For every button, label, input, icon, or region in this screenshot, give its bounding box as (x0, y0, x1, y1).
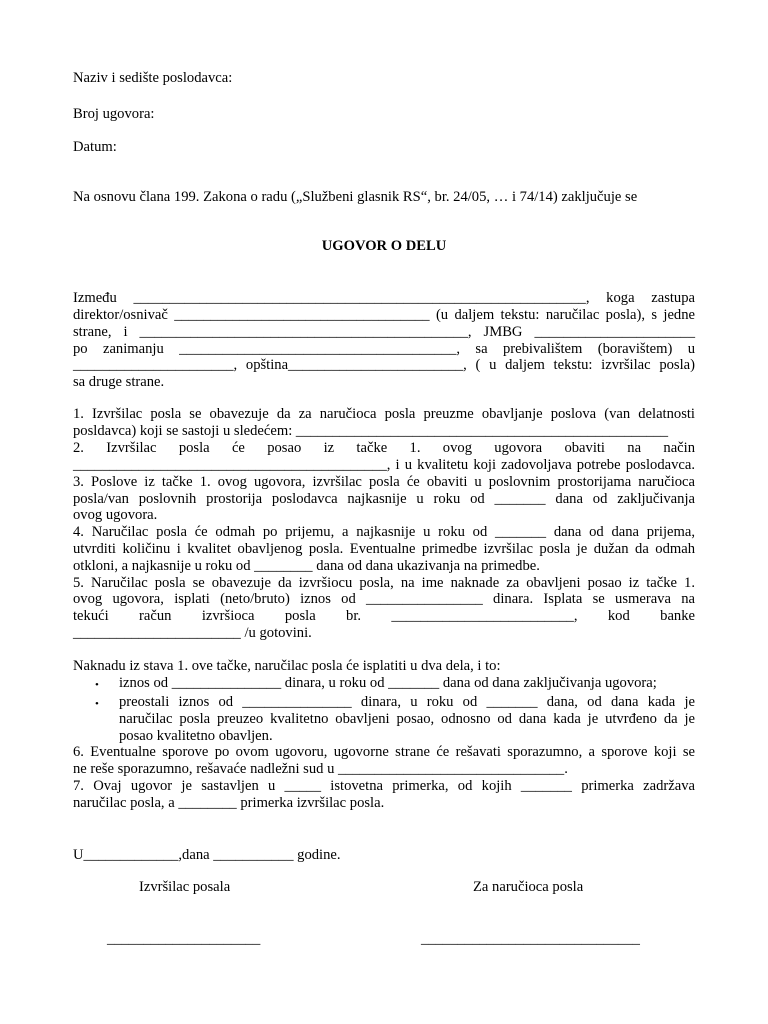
bullet-icon: • (95, 679, 99, 691)
clause-line: utvrditi količinu i kvalitet obavljenog posla. Eventualne primedbe izvršilac posla je dužan da odmah (73, 541, 695, 557)
clause-line: 3. Poslove iz tačke 1. ovog ugovora, izvršilac posla će obaviti u poslovnim prostorijama naručioca (73, 474, 695, 490)
clause-line: _______________________ /u gotovini. (73, 625, 312, 641)
payment-intro: Naknadu iz stava 1. ove tačke, naručilac posla će isplatiti u dva dela, i to: (73, 658, 501, 674)
date-label: Datum: (73, 139, 117, 155)
parties-line: Između ______________________________________________________________, koga zastupa (73, 290, 695, 306)
clause-line: naručilac posla, a ________ primerka izvršilac posla. (73, 795, 385, 811)
document-title: UGOVOR O DELU (321, 238, 447, 254)
clause-line: posldavca) koji se sastoji u sledećem: ___________________________________________________ (73, 423, 669, 439)
clause-line: ovog ugovora, isplati (neto/bruto) iznos od ________________ dinara. Isplata se usmerava na (73, 591, 695, 607)
employer-label: Naziv i sedište poslodavca: (73, 70, 233, 86)
clause-line: otkloni, a najkasnije u roku od ________ dana od dana ukazivanja na primedbe. (73, 558, 540, 574)
clause-line: tekući račun izvršioca posla br. _________________________, kod banke (73, 608, 695, 624)
payment-item: iznos od _______________ dinara, u roku od _______ dana od dana zaključivanja ugovora; (119, 675, 657, 691)
clause-line: 1. Izvršilac posla se obavezuje da za naručioca posla preuzme obavljanje poslova (van delatnosti (73, 406, 695, 422)
client-signature-line: ______________________________ (421, 931, 640, 947)
clause-line: 7. Ovaj ugovor je sastavljen u _____ istovetna primerka, od kojih _______ primerka zadržava (73, 778, 695, 794)
contractor-signature-line: _____________________ (107, 931, 261, 947)
clause-line: 2. Izvršilac posla će posao iz tačke 1. ovog ugovora obaviti na način (73, 440, 695, 456)
payment-item: naručilac posla preuzeo kvalitetno obavljeni posao, odnosno od dana kada je utvrđeno da je (119, 711, 695, 727)
parties-line: strane, i _____________________________________________, JMBG ______________________ (73, 324, 695, 340)
parties-line: ______________________, opština________________________, ( u daljem tekstu: izvršilac posla) (73, 357, 695, 373)
clause-line: ovog ugovora. (73, 507, 158, 523)
legal-basis: Na osnovu člana 199. Zakona o radu („Službeni glasnik RS“, br. 24/05, … i 74/14) zaključuje se (73, 189, 638, 205)
contract-number-label: Broj ugovora: (73, 106, 155, 122)
clause-line: 4. Naručilac posla će odmah po prijemu, a najkasnije u roku od _______ dana od dana prijema, (73, 524, 695, 540)
parties-line: direktor/osnivač ___________________________________ (u daljem tekstu: naručilac posla), s jedne (73, 307, 695, 323)
contractor-label: Izvršilac posala (139, 879, 231, 895)
clause-line: ne reše sporazumno, rešavaće nadležni sud u _______________________________. (73, 761, 568, 777)
parties-line: sa druge strane. (73, 374, 165, 390)
client-label: Za naručioca posla (473, 879, 584, 895)
clause-line: 5. Naručilac posla se obavezuje da izvršiocu posla, na ime naknade za obavljeni posao iz tačke 1. (73, 575, 695, 591)
payment-item: posao kvalitetno obavljen. (119, 728, 273, 744)
clause-line: ___________________________________________, i u kvalitetu koji zadovoljava potrebe poslodavca. (73, 457, 695, 473)
parties-line: po zanimanju ______________________________________, sa prebivalištem (boravištem) u (73, 341, 695, 357)
place-date-line: U_____________,dana ___________ godine. (73, 847, 341, 863)
clause-line: 6. Eventualne sporove po ovom ugovoru, ugovorne strane će rešavati sporazumno, a sporove koji se (73, 744, 695, 760)
clause-line: posla/van poslovnih prostorija poslodavca najkasnije u roku od _______ dana od zaključivanja (73, 491, 695, 507)
payment-item: preostali iznos od _______________ dinara, u roku od _______ dana, od dana kada je (119, 694, 695, 710)
bullet-icon: • (95, 698, 99, 710)
